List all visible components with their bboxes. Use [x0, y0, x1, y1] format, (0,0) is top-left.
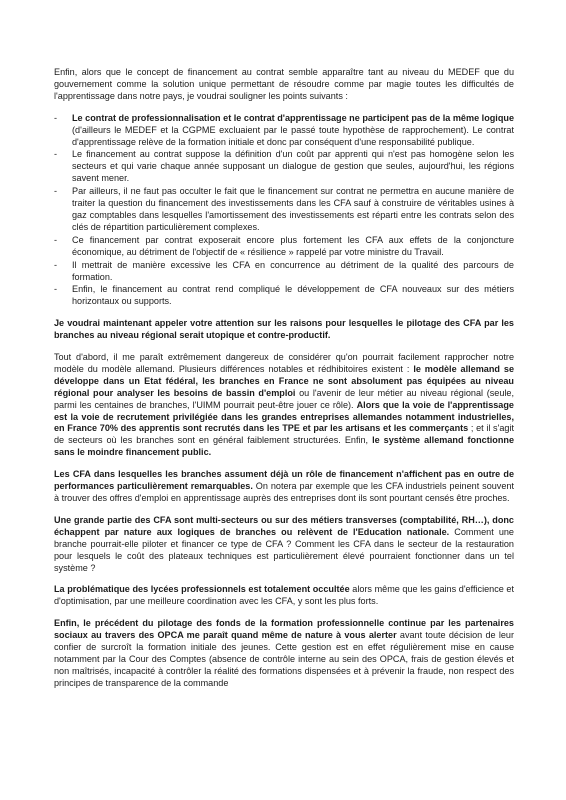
- paragraph-branches: [54, 469, 514, 505]
- text-run-bold: le système allemand fonctionne sans le moindre financement public.: [54, 435, 514, 458]
- text-run: On notera par exemple que les CFA industriels peinent souvent à trouver des offres d'emploi en apprentissage auprès des entreprises dont ils sont pourtant censés être proches.: [54, 481, 514, 503]
- text-run: Tout d'abord, il me paraît extrêmement dangereux de considérer qu'on pourrait facilement rapprocher notre modèle du modèle allemand. Plusieurs différences notables et rédhibitoires existent :: [54, 352, 514, 374]
- list-item-text: Ce financement par contrat exposerait encore plus fortement les CFA aux effets de la conjoncture économique, au détriment de l'objectif de « résilience » rappelé par votre ministre du Travail.: [72, 234, 514, 257]
- list-item-text: Par ailleurs, il ne faut pas occulter le fait que le financement sur contrat ne permettra en aucune manière de traiter la question du financement des investissements dans les CFA sauf à construire de véritables usines à gaz comptables dans lesquelles l'amortissement des investissements est réparti entre les contrats selon des clés de répartition particulièrement complexes.: [72, 186, 514, 232]
- text-run: avant toute décision de leur confier de surcroît la formation initiale des jeunes. Cette gestion est en effet régulièrement mise en cause notamment par la Cour des Comptes (absence de contrôle interne au sein des OPCA, frais de gestion élevés et non maîtrisés, incapacité à contrôler la réalité des formations dispensées et à prévenir la fraude, non respect des principes de transparence de la commande: [54, 630, 515, 688]
- list-item-text: Le financement au contrat suppose la définition d'un coût par apprenti qui n'est pas homogène selon les secteurs et qui varie chaque année supposant un dialogue de gestion que seules, aujourd'hui, les régions savent mener.: [72, 149, 514, 184]
- list-item: [54, 113, 514, 149]
- text-run-bold: le modèle allemand se développe dans un Etat fédéral, les branches en France ne sont absolument pas équipées au niveau régional pour analyser les besoins de bassin d'emploi: [54, 363, 515, 398]
- paragraph-allemand: [54, 352, 514, 459]
- section-heading: Je voudrai maintenant appeler votre attention sur les raisons pour lesquelles le pilotage des CFA par les branches au niveau régional serait utopique et contre-productif.: [54, 318, 514, 341]
- list-item: [54, 284, 514, 308]
- text-run: alors même que les gains d'efficience et d'optimisation, par une meilleure coordination avec les CFA, y sont les plus forts.: [54, 584, 514, 607]
- paragraph-multi-secteurs: [54, 515, 514, 575]
- list-item: [54, 149, 514, 185]
- text-run: ou l'avenir de leur métier au niveau régional (seule, parmi les centaines de branches, l'UIMM pourrait peut-être jouer ce rôle).: [54, 387, 514, 410]
- list-item: [54, 235, 514, 259]
- list-item: [54, 260, 514, 284]
- text-run-bold: La problématique des lycées professionnels est totalement occultée: [54, 584, 350, 595]
- text-run-bold: Une grande partie des CFA sont multi-secteurs ou sur des métiers transverses (comptabilité, RH…), donc échappent par nature aux logiques de branches ou relèvent de l'Education nationale.: [54, 514, 514, 537]
- list-item-text: Il mettrait de manière excessive les CFA en concurrence au détriment de la qualité des parcours de formation.: [72, 259, 514, 282]
- points-list: [54, 113, 514, 309]
- text-run-bold: Alors que la voie de l'apprentissage est la voie de recrutement privilégiée dans les grandes entreprises allemandes notamment industrielles, en France 70% des apprentis sont recrutés dans les TPE et par les artisans et les commerçants: [54, 399, 514, 434]
- text-run-bold: Enfin, le précédent du pilotage des fonds de la formation professionnelle continue par les partenaires sociaux au travers des OPCA me paraît quand même de nature à vous alerter: [54, 618, 514, 641]
- paragraph-lycees: [54, 584, 514, 608]
- paragraph-opca: [54, 618, 514, 689]
- intro-paragraph: Enfin, alors que le concept de financement au contrat semble apparaître tant au niveau du MEDEF que du gouvernement comme la solution unique permettant de résoudre comme par magie toutes les difficultés de l'apprentissage dans notre pays, je voudrai souligner les points suivants :: [54, 67, 514, 101]
- text-run: Comment une branche pourrait-elle piloter et financer ce type de CFA ? Comment les CFA dans le secteur de la restauration pour lesquels le coût des plateaux techniques est particulièrement élevé pourraient fonctionner dans un tel système ?: [54, 526, 514, 573]
- list-item-text: Enfin, le financement au contrat rend compliqué le développement de CFA nouveaux sur des métiers horizontaux ou supports.: [72, 284, 514, 307]
- list-item: [54, 186, 514, 234]
- list-item-bold: Le contrat de professionnalisation et le contrat d'apprentissage ne participent pas de la même logique: [72, 112, 514, 123]
- list-item-text: (d'ailleurs le MEDEF et la CGPME excluaient par le passé toute hypothèse de rapprochement). Le contrat d'apprentissage relève de la formation initiale et donc par conséquent d'une responsabilité publique.: [72, 124, 514, 147]
- text-run: ; et il s'agit de secteurs où les branches sont en général faiblement structurées. Enfin,: [54, 423, 514, 446]
- text-run-bold: Les CFA dans lesquelles les branches assument déjà un rôle de financement n'affichent pas en outre de performances particulièrement remarquables.: [54, 469, 514, 492]
